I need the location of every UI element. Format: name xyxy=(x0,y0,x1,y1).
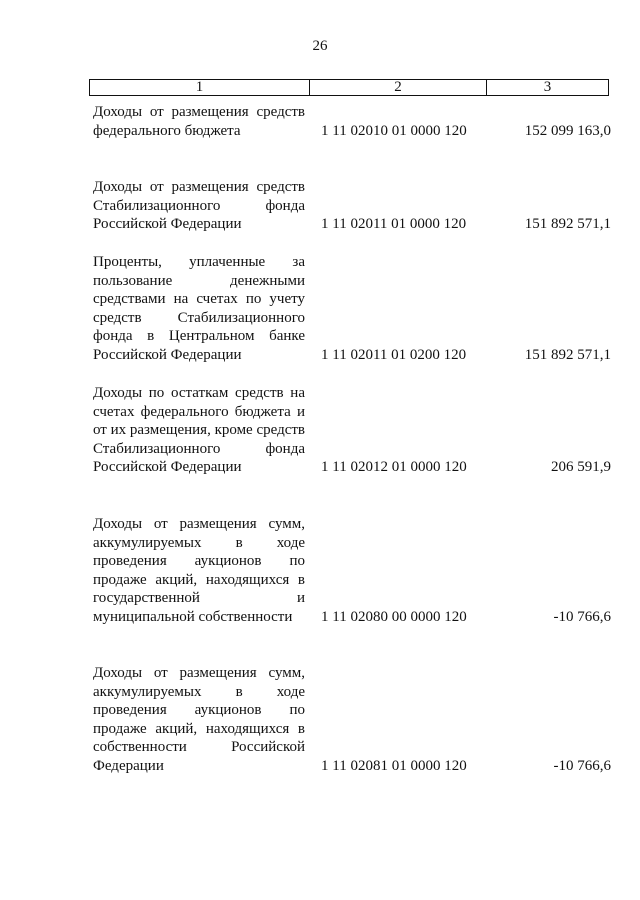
row-amount: -10 766,6 xyxy=(553,608,611,625)
table-row xyxy=(93,515,611,626)
row-code: 1 11 02081 01 0000 120 xyxy=(321,757,467,774)
row-description: Доходы от размещения средств Стабилизационного фонда Российской Федерации xyxy=(93,179,305,232)
row-description: Доходы по остаткам средств на счетах федерального бюджета и от их размещения, кроме средств Стабилизационного фонда Российской Федерации xyxy=(93,385,306,475)
column-header-1: 1 xyxy=(90,80,310,95)
table-row xyxy=(93,103,611,140)
row-code: 1 11 02010 01 0000 120 xyxy=(321,122,467,139)
row-amount: 206 591,9 xyxy=(551,459,611,475)
column-header-2: 2 xyxy=(310,80,487,95)
column-header-3: 3 xyxy=(543,79,552,95)
row-description: Доходы от размещения сумм, аккумулируемых в ходе проведения аукционов по продаже акций, находящихся в государственной и муниципальной собственности xyxy=(93,516,305,625)
row-code: 1 11 02012 01 0000 120 xyxy=(321,459,467,475)
table-header xyxy=(89,79,609,96)
row-code: 1 11 02011 01 0200 120 xyxy=(321,346,467,363)
row-amount: 151 892 571,1 xyxy=(524,216,611,232)
row-description: Проценты, уплаченные за пользование денежными средствами на счетах по учету средств Стабилизационного фонда в Центральном банке Российской Федерации xyxy=(93,254,305,363)
row-amount: 152 099 163,0 xyxy=(524,122,611,139)
row-description: Доходы от размещения средств федерального бюджета xyxy=(93,104,305,139)
page-number: 26 xyxy=(312,38,328,54)
row-code: 1 11 02011 01 0000 120 xyxy=(321,216,467,232)
table-row xyxy=(93,384,611,477)
table-row xyxy=(93,178,611,234)
row-amount: -10 766,6 xyxy=(553,757,611,774)
row-description: Доходы от размещения сумм, аккумулируемых в ходе проведения аукционов по продаже акций, находящихся в собственности Российской Федерации xyxy=(93,665,305,774)
row-amount: 151 892 571,1 xyxy=(524,346,611,363)
table-row xyxy=(93,664,611,775)
table-row xyxy=(93,253,611,364)
row-code: 1 11 02080 00 0000 120 xyxy=(321,608,467,625)
